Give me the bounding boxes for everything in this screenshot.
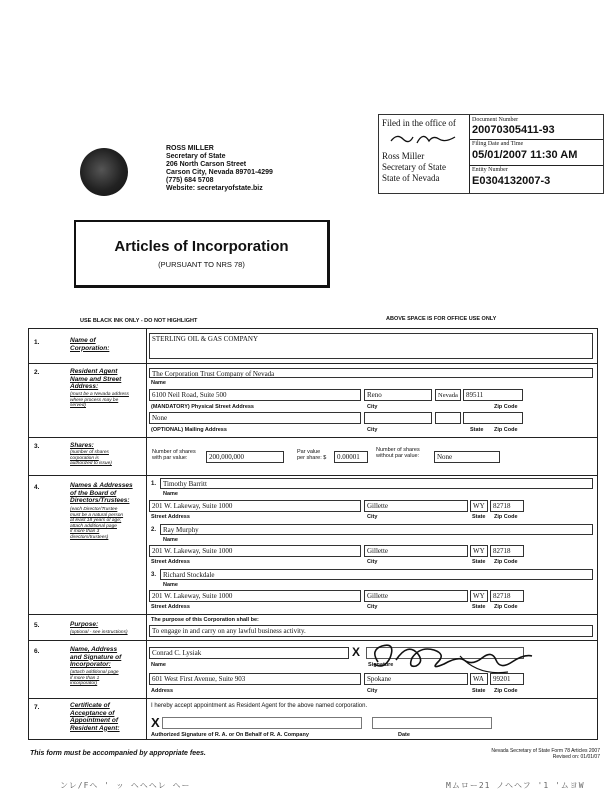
address-line1: 206 North Carson Street: [166, 161, 247, 168]
address-line2: Carson City, Nevada 89701-4299: [166, 169, 273, 176]
agent-zip-field[interactable]: 89511: [463, 389, 523, 401]
agent-acceptance-statement: I hereby accept appointment as Resident Agent for the above named corporation.: [151, 703, 368, 709]
officer-title: Secretary of State: [166, 153, 226, 160]
purpose-label: The purpose of this Corporation shall be:: [151, 617, 259, 623]
filing-date: 05/01/2007 11:30 AM: [472, 149, 578, 161]
document-number-label: Document Number: [472, 117, 519, 123]
agent-city-field[interactable]: Reno: [364, 389, 432, 401]
agent-name-label: Name: [151, 380, 166, 386]
director-3-name-field[interactable]: Richard Stockdale: [160, 569, 593, 580]
director-3-state-field[interactable]: WY: [470, 590, 488, 602]
agent-city-label: City: [367, 404, 378, 410]
section-6-title: Name, Address and Signature of Incorporator:: [70, 646, 122, 668]
section-4-number: 4.: [34, 484, 40, 491]
incorporator-zip-label: Zip Code: [494, 688, 518, 694]
document-number: 20070305411-93: [472, 124, 555, 136]
corporation-name-field[interactable]: STERLING OIL & GAS COMPANY: [149, 333, 593, 359]
phone: (775) 684 5708: [166, 177, 214, 184]
section-4-note: (each Director/Trustee must be a natural person at least 18 years of age; attach additional page if more than 3 directors/trustees): [70, 507, 124, 540]
section-5-title: Purpose:: [70, 621, 99, 628]
section-5-note: (optional - see instructions): [70, 630, 128, 635]
director-2-zip-label: Zip Code: [494, 559, 518, 565]
director-1-zip-label: Zip Code: [494, 514, 518, 520]
incorporator-zip-field[interactable]: 99201: [490, 673, 524, 685]
purpose-field[interactable]: To engage in and carry on any lawful business activity.: [149, 625, 593, 637]
director-2-street-field[interactable]: 201 W. Lakeway, Suite 1000: [149, 545, 361, 557]
director-2-name-label: Name: [163, 537, 178, 543]
incorporator-state-label: State: [472, 688, 486, 694]
signer-title: Secretary of State: [382, 162, 446, 172]
section-6-number: 6.: [34, 648, 40, 655]
section-1-title: Name of Corporation:: [70, 337, 110, 352]
director-3-zip-label: Zip Code: [494, 604, 518, 610]
section-4-title: Names & Addresses of the Board of Directors/Trustees:: [70, 482, 133, 504]
section-2-title: Resident Agent Name and Street Address:: [70, 368, 122, 390]
incorporator-city-field[interactable]: Spokane: [364, 673, 468, 685]
incorporator-name-label: Name: [151, 662, 166, 668]
director-3-zip-field[interactable]: 82718: [490, 590, 524, 602]
director-1-state-field[interactable]: WY: [470, 500, 488, 512]
director-1-city-label: City: [367, 514, 378, 520]
filing-signature: [389, 131, 459, 147]
agent-date-label: Date: [398, 732, 410, 738]
incorporator-x-mark: X: [352, 645, 361, 659]
state-seal: [80, 148, 128, 196]
agent-signature-label: Authorized Signature of R. A. or On Behalf of R. A. Company: [151, 732, 309, 738]
director-1-state-label: State: [472, 514, 486, 520]
agent-mailing-zip-field[interactable]: [463, 412, 523, 424]
agent-x-mark: X: [151, 715, 160, 730]
incorporator-street-field[interactable]: 601 West First Avenue, Suite 903: [149, 673, 361, 685]
director-3-city-label: City: [367, 604, 378, 610]
par-value-field[interactable]: 0.00001: [334, 451, 368, 463]
director-2-street-label: Street Address: [151, 559, 190, 565]
section-7-number: 7.: [34, 704, 40, 711]
agent-street-label: (MANDATORY) Physical Street Address: [151, 404, 254, 410]
agent-street-field[interactable]: 6100 Neil Road, Suite 500: [149, 389, 361, 401]
section-1-number: 1.: [34, 339, 40, 346]
resident-agent-name-field[interactable]: The Corporation Trust Company of Nevada: [149, 368, 593, 378]
signer-state: State of Nevada: [382, 173, 440, 183]
page-title: Articles of Incorporation: [114, 238, 289, 255]
director-1-number: 1.: [151, 481, 157, 487]
section-7-title: Certificate of Acceptance of Appointment of Resident Agent:: [70, 702, 120, 732]
agent-zip-label: Zip Code: [494, 404, 518, 410]
agent-state-field[interactable]: Nevada: [435, 389, 461, 401]
no-par-shares-field[interactable]: None: [434, 451, 500, 463]
section-2-note: (must be a Nevada address where process may be served): [70, 392, 129, 409]
director-1-street-field[interactable]: 201 W. Lakeway, Suite 1000: [149, 500, 361, 512]
director-2-name-field[interactable]: Ray Murphy: [160, 524, 593, 535]
title-box: [74, 220, 330, 288]
officer-name: ROSS MILLER: [166, 145, 214, 152]
signer-name: Ross Miller: [382, 151, 425, 161]
page-subtitle: (PURSUANT TO NRS 78): [158, 260, 245, 269]
section-3-note: (number of shares corporation is authorized to issue): [70, 450, 112, 467]
mailing-label: (OPTIONAL) Mailing Address: [151, 427, 227, 433]
agent-mailing-city-field[interactable]: [364, 412, 432, 424]
incorporator-city-label: City: [367, 688, 378, 694]
director-1-street-label: Street Address: [151, 514, 190, 520]
director-3-name-label: Name: [163, 582, 178, 588]
director-2-state-label: State: [472, 559, 486, 565]
incorporator-state-field[interactable]: WA: [470, 673, 488, 685]
section-6-note: (attach additional page if more than 1 incorporator): [70, 670, 119, 687]
section-3-number: 3.: [34, 443, 40, 450]
website: Website: secretaryofstate.biz: [166, 185, 263, 192]
ink-instruction: USE BLACK INK ONLY - DO NOT HIGHLIGHT: [80, 318, 198, 324]
incorporator-signature-label: Signature: [368, 662, 394, 668]
section-3-title: Shares:: [70, 442, 94, 449]
director-3-number: 3.: [151, 572, 157, 578]
filed-label: Filed in the office of: [382, 118, 456, 128]
entity-number-label: Entity Number: [472, 167, 508, 173]
office-use-instruction: ABOVE SPACE IS FOR OFFICE USE ONLY: [386, 316, 497, 322]
director-2-state-field[interactable]: WY: [470, 545, 488, 557]
form-revision-info: Nevada Secretary of State Form 78 Articles 2007 Revised on: 01/01/07: [491, 748, 600, 760]
section-2-number: 2.: [34, 369, 40, 376]
director-2-city-label: City: [367, 559, 378, 565]
director-2-city-field[interactable]: Gillette: [364, 545, 468, 557]
fax-header-left: ンレ/Fヘ ' ッ ヘヘヘレ ヘー: [60, 781, 191, 790]
par-shares-label: Number of shares with par value:: [152, 449, 196, 461]
filing-date-label: Filing Date and Time: [472, 141, 524, 147]
filing-box: [378, 114, 604, 194]
no-par-label: Number of shares without par value:: [376, 447, 420, 459]
par-shares-field[interactable]: 200,000,000: [206, 451, 284, 463]
director-1-name-label: Name: [163, 491, 178, 497]
mailing-zip-label: Zip Code: [494, 427, 518, 433]
director-1-zip-field[interactable]: 82718: [490, 500, 524, 512]
director-1-name-field[interactable]: Timothy Barritt: [160, 478, 593, 489]
agent-mailing-field[interactable]: None: [149, 412, 361, 424]
fax-header-right: Mムロー21 ノヘヘフ '1 'ムヨW: [446, 781, 585, 790]
director-2-number: 2.: [151, 527, 157, 533]
director-3-state-label: State: [472, 604, 486, 610]
par-value-label: Par value per share: $: [297, 449, 327, 461]
director-1-city-field[interactable]: Gillette: [364, 500, 468, 512]
incorporator-address-label: Address: [151, 688, 174, 694]
director-3-street-field[interactable]: 201 W. Lakeway, Suite 1000: [149, 590, 361, 602]
director-3-street-label: Street Address: [151, 604, 190, 610]
entity-number: E0304132007-3: [472, 175, 551, 187]
mailing-state-label: State: [470, 427, 484, 433]
agent-mailing-state-field[interactable]: [435, 412, 461, 424]
mailing-city-label: City: [367, 427, 378, 433]
director-2-zip-field[interactable]: 82718: [490, 545, 524, 557]
fee-notice: This form must be accompanied by appropriate fees.: [30, 750, 206, 757]
agent-date-field[interactable]: [372, 717, 492, 729]
director-3-city-field[interactable]: Gillette: [364, 590, 468, 602]
incorporator-name-field[interactable]: Conrad C. Lysiak: [149, 647, 349, 659]
officer-block: [166, 145, 273, 193]
agent-signature-field[interactable]: [162, 717, 362, 729]
section-5-number: 5.: [34, 622, 40, 629]
